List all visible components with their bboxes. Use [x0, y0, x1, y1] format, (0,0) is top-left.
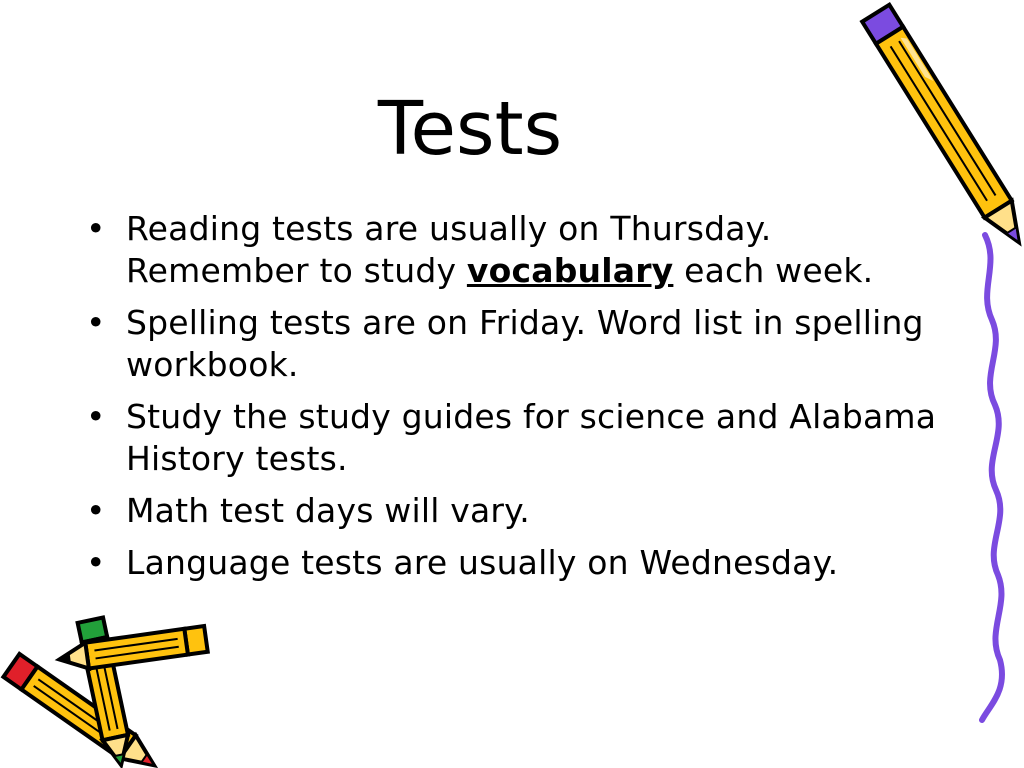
bullet-text: Language tests are usually on Wednesday.: [126, 543, 839, 582]
bullet-text: Math test days will vary.: [126, 491, 530, 530]
bullet-text: Reading tests are usually on Thursday. Remember to study: [126, 209, 772, 290]
bullet-marker: •: [86, 491, 106, 530]
bullet-text: Study the study guides for science and Alabama History tests.: [126, 397, 937, 478]
bullet-text: Spelling tests are on Friday. Word list in spelling workbook.: [126, 303, 924, 384]
bullet-text: each week.: [673, 251, 874, 290]
bullet-emphasis: vocabulary: [466, 251, 674, 290]
slide-title: Tests: [377, 86, 563, 172]
bullet-marker: •: [86, 397, 106, 436]
bullet-marker: •: [86, 543, 106, 582]
bullet-marker: •: [86, 303, 106, 342]
bullet-marker: •: [86, 209, 106, 248]
